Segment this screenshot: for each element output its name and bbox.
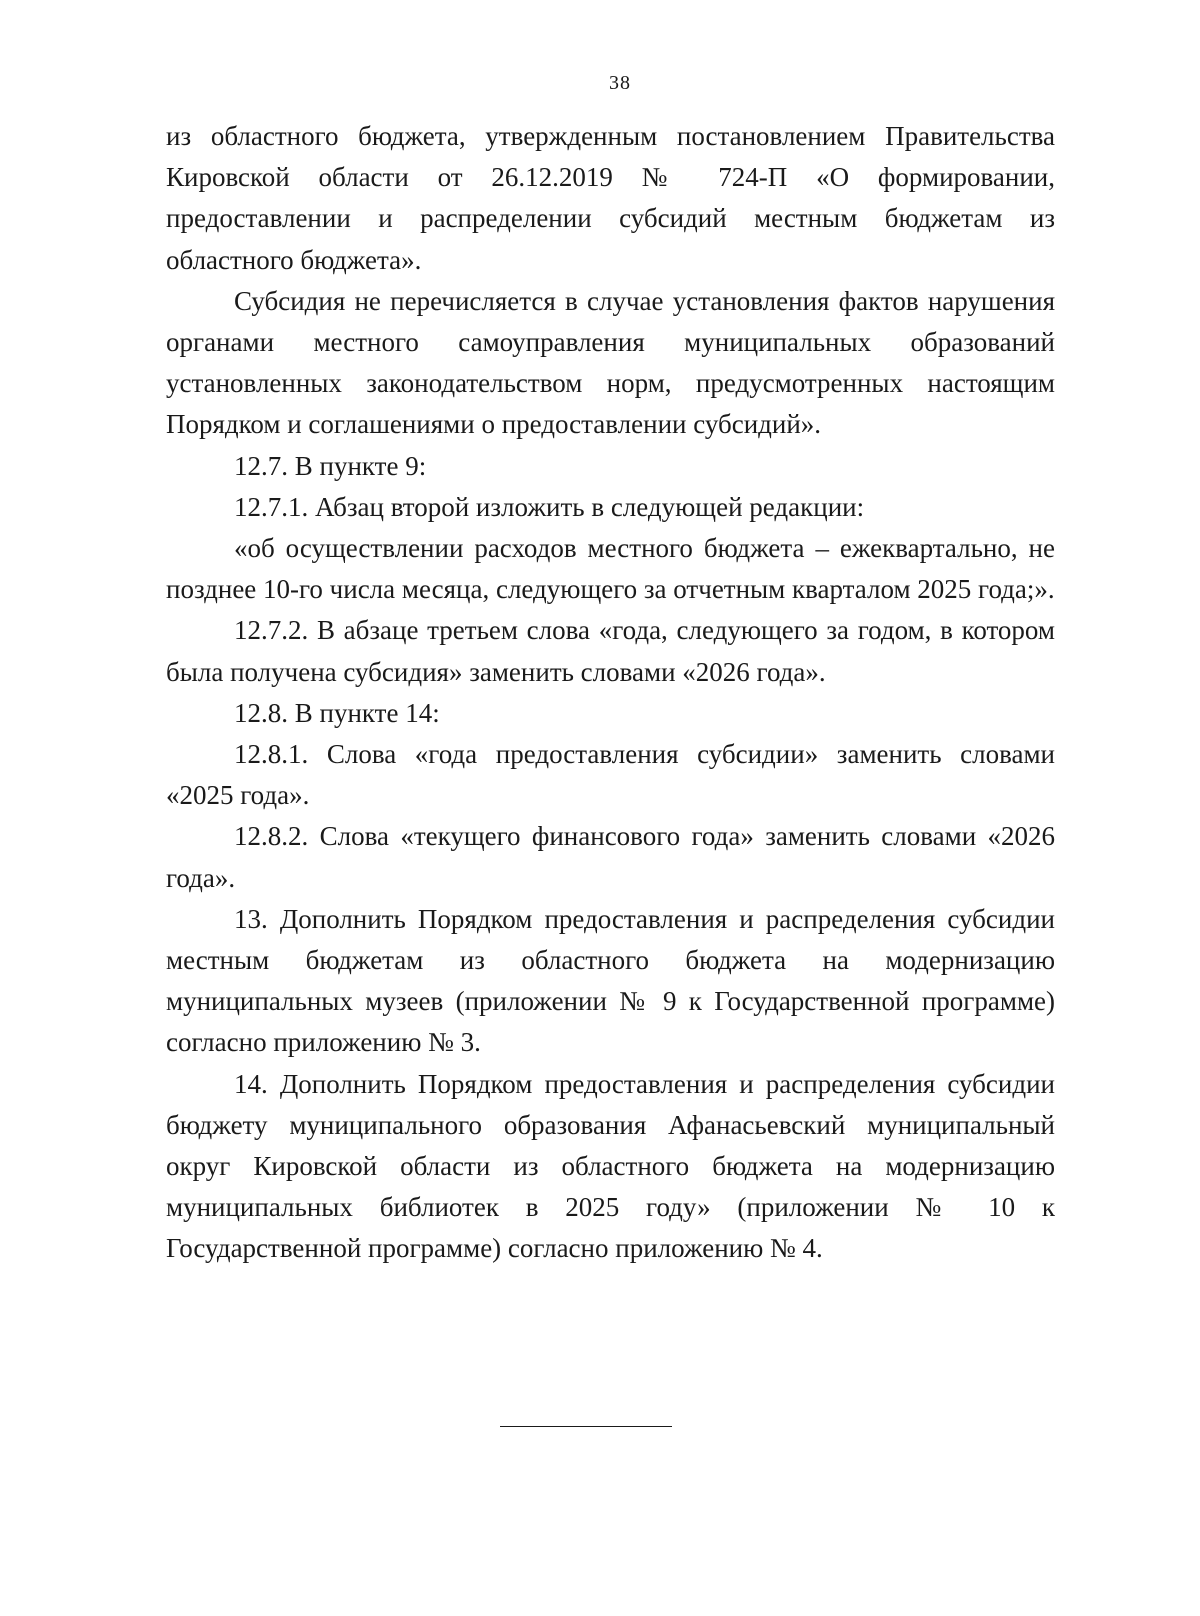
page-number: 38	[609, 72, 631, 94]
paragraph-11: 14. Дополнить Порядком предоставления и распределения субсидии бюджету муниципального образования Афанасьевский муниципальный округ Кировской области из областного бюджета на модернизацию муниципальных библиотек в 2025 году» (приложении № 10 к Государственной программе) согласно приложению № 4.	[166, 1068, 1055, 1264]
paragraph-4: 12.7.1. Абзац второй изложить в следующей редакции:	[234, 491, 865, 522]
paragraph-9: 12.8.2. Слова «текущего финансового года» заменить словами «2026 года».	[166, 821, 1055, 893]
end-of-document-rule	[500, 1426, 672, 1427]
paragraph-10: 13. Дополнить Порядком предоставления и распределения субсидии местным бюджетам из областного бюджета на модернизацию муниципальных музеев (приложении № 9 к Государственной программе) согласно приложению № 3.	[166, 903, 1055, 1058]
paragraph-2: Субсидия не перечисляется в случае установления фактов нарушения органами местного самоуправления муниципальных образований установленных законодательством норм, предусмотренных настоящим Порядком и соглашениями о предоставлении субсидий».	[166, 285, 1055, 440]
paragraph-5: «об осуществлении расходов местного бюджета – ежеквартально, не позднее 10-го числа месяца, следующего за отчетным кварталом 2025 года;».	[166, 533, 1055, 605]
paragraph-7: 12.8. В пункте 14:	[234, 697, 440, 728]
paragraph-3: 12.7. В пункте 9:	[234, 450, 427, 481]
paragraph-6: 12.7.2. В абзаце третьем слова «года, следующего за годом, в котором была получена субсидия» заменить словами «2026 года».	[166, 615, 1055, 687]
document-body	[166, 116, 1055, 1270]
paragraph-8: 12.8.1. Слова «года предоставления субсидии» заменить словами «2025 года».	[166, 739, 1055, 811]
paragraph-1: из областного бюджета, утвержденным постановлением Правительства Кировской области от 26.12.2019 № 724-П «О формировании, предоставлении и распределении субсидий местным бюджетам из областного бюджета».	[166, 121, 1055, 275]
